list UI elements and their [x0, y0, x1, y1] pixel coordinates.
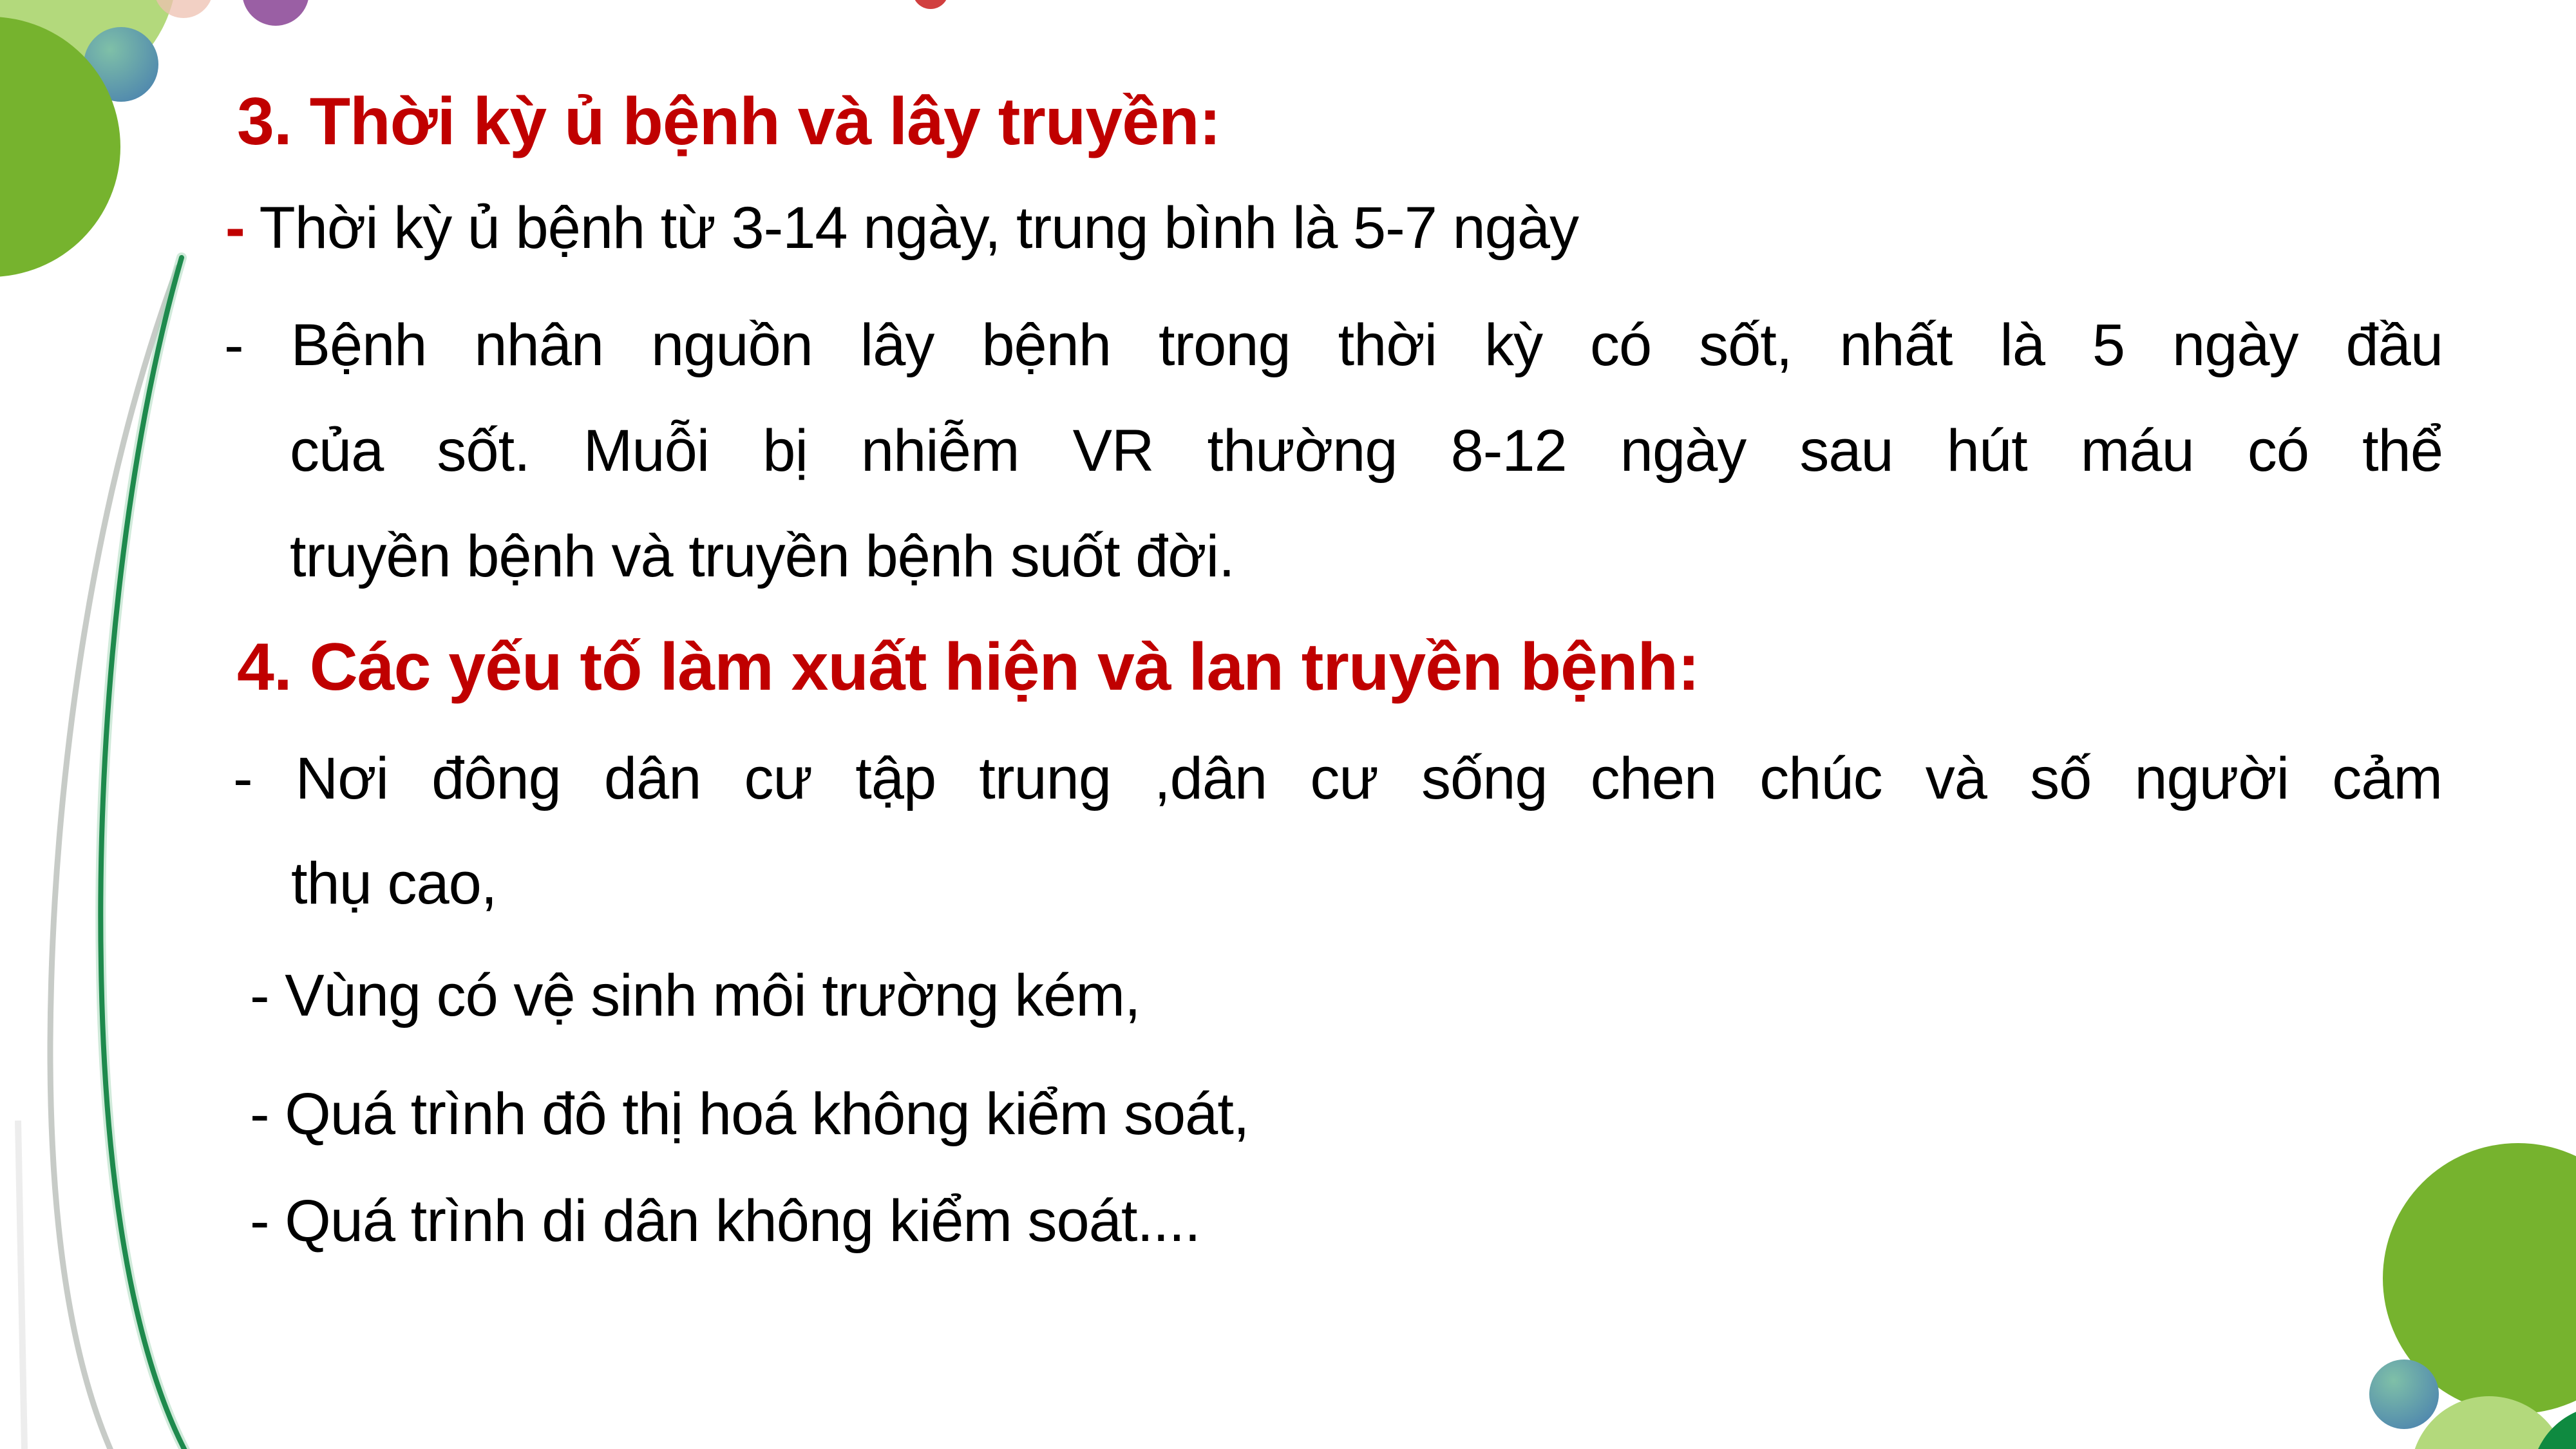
bullet-uncontrolled-urbanization: - Quá trình đô thị hoá không kiểm soát,: [250, 1081, 1249, 1147]
bullet-incubation-text: Thời kỳ ủ bệnh từ 3-14 ngày, trung bình là 5-7 ngày: [244, 195, 1579, 261]
para-crowded-population-line2: thụ cao,: [291, 851, 497, 916]
para-infection-source-line1: - Bệnh nhân nguồn lây bệnh trong thời kỳ có sốt, nhất là 5 ngày đầu: [224, 312, 2443, 378]
heading-incubation-transmission: 3. Thời kỳ ủ bệnh và lây truyền:: [237, 84, 1221, 159]
para-infection-source-line2: của sốt. Muỗi bị nhiễm VR thường 8-12 ngày sau hút máu có thể: [290, 418, 2443, 484]
decor-circle-green-bottomright: [2383, 1143, 2576, 1414]
decor-circle-lightgreen-bottomright: [2410, 1396, 2568, 1449]
heading-outbreak-factors: 4. Các yếu tố làm xuất hiện và lan truyền bệnh:: [237, 630, 1700, 705]
decor-circle-darkgreen-corner: [2531, 1405, 2576, 1449]
decor-circle-purple-top: [242, 0, 309, 26]
para-infection-source-line3: truyền bệnh và truyền bệnh suốt đời.: [290, 524, 1235, 589]
bullet-incubation-period: [225, 193, 1578, 263]
decor-streak-gray-bottomleft: [18, 1121, 24, 1449]
decor-arc-gray-left: [50, 267, 178, 1449]
para-crowded-population-line1: - Nơi đông dân cư tập trung ,dân cư sống chen chúc và số người cảm: [233, 746, 2442, 811]
decor-circle-lightgreen-topleft: [0, 0, 177, 100]
bullet-dash-red: -: [225, 195, 245, 261]
decor-circle-teal-topleft: [84, 27, 158, 102]
decor-circle-green-topleft: [0, 17, 120, 277]
decor-circle-salmon-top: [154, 0, 213, 18]
decor-arc-green-glow-left: [100, 258, 185, 1449]
decor-arc-green-left: [100, 258, 185, 1449]
decor-dot-red-top: [913, 0, 949, 9]
bullet-poor-sanitation: - Vùng có vệ sinh môi trường kém,: [250, 963, 1141, 1028]
decor-circle-teal-bottomright: [2369, 1359, 2439, 1429]
bullet-uncontrolled-migration: - Quá trình di dân không kiểm soát....: [250, 1188, 1200, 1254]
